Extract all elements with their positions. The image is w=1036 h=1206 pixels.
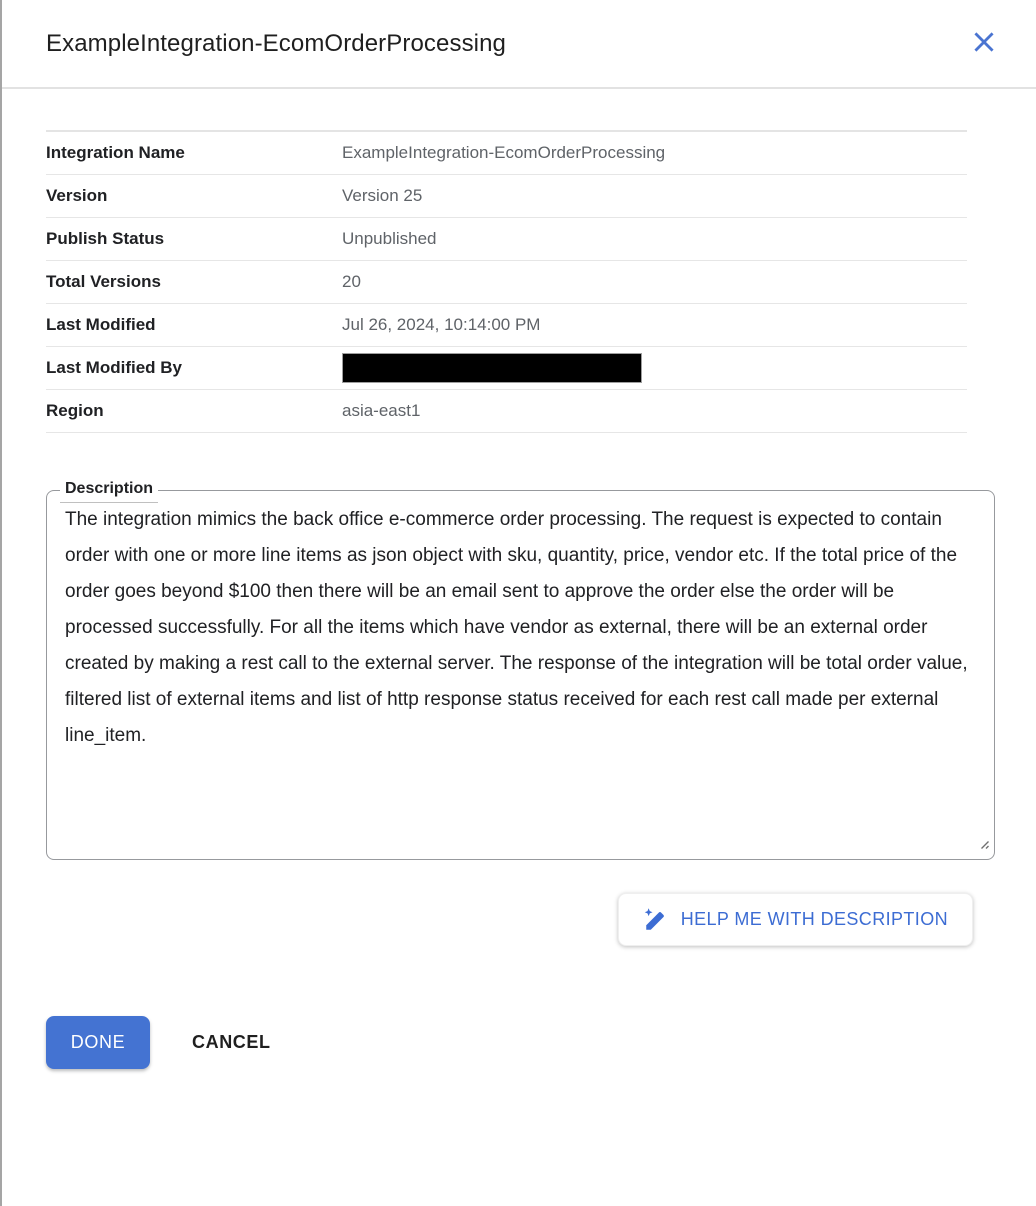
description-field [46, 480, 995, 860]
row-label: Version [46, 186, 108, 205]
table-row [46, 347, 967, 390]
row-value: asia-east1 [342, 401, 421, 420]
close-button[interactable] [968, 28, 1000, 60]
resize-handle-icon[interactable] [977, 837, 990, 855]
close-icon [971, 29, 997, 58]
description-textarea[interactable] [47, 491, 994, 859]
redacted-value [342, 353, 642, 383]
row-value: Unpublished [342, 229, 437, 248]
row-value: Version 25 [342, 186, 423, 205]
table-row [46, 390, 967, 433]
dialog-actions [46, 1016, 1036, 1069]
row-label: Last Modified [46, 315, 156, 334]
table-row [46, 218, 967, 261]
table-row [46, 175, 967, 218]
row-value: ExampleIntegration-EcomOrderProcessing [342, 143, 666, 162]
dialog-header [2, 0, 1036, 89]
cancel-button[interactable]: CANCEL [192, 1032, 271, 1052]
table-row [46, 261, 967, 304]
row-label: Total Versions [46, 272, 161, 291]
pen-spark-icon [643, 907, 669, 933]
table-row [46, 304, 967, 347]
row-label: Region [46, 401, 104, 420]
description-label: Description [60, 478, 158, 503]
done-button[interactable]: DONE [46, 1016, 150, 1069]
row-label: Last Modified By [46, 358, 183, 377]
dialog-title: ExampleIntegration-EcomOrderProcessing [46, 29, 506, 57]
help-me-with-description-button[interactable] [618, 893, 973, 946]
help-button-row [2, 893, 973, 946]
details-table [46, 130, 967, 433]
row-value: 20 [342, 272, 361, 291]
row-label: Publish Status [46, 229, 165, 248]
help-button-label: HELP ME WITH DESCRIPTION [680, 909, 948, 929]
table-row [46, 132, 967, 175]
row-label: Integration Name [46, 143, 185, 162]
row-value: Jul 26, 2024, 10:14:00 PM [342, 315, 541, 334]
